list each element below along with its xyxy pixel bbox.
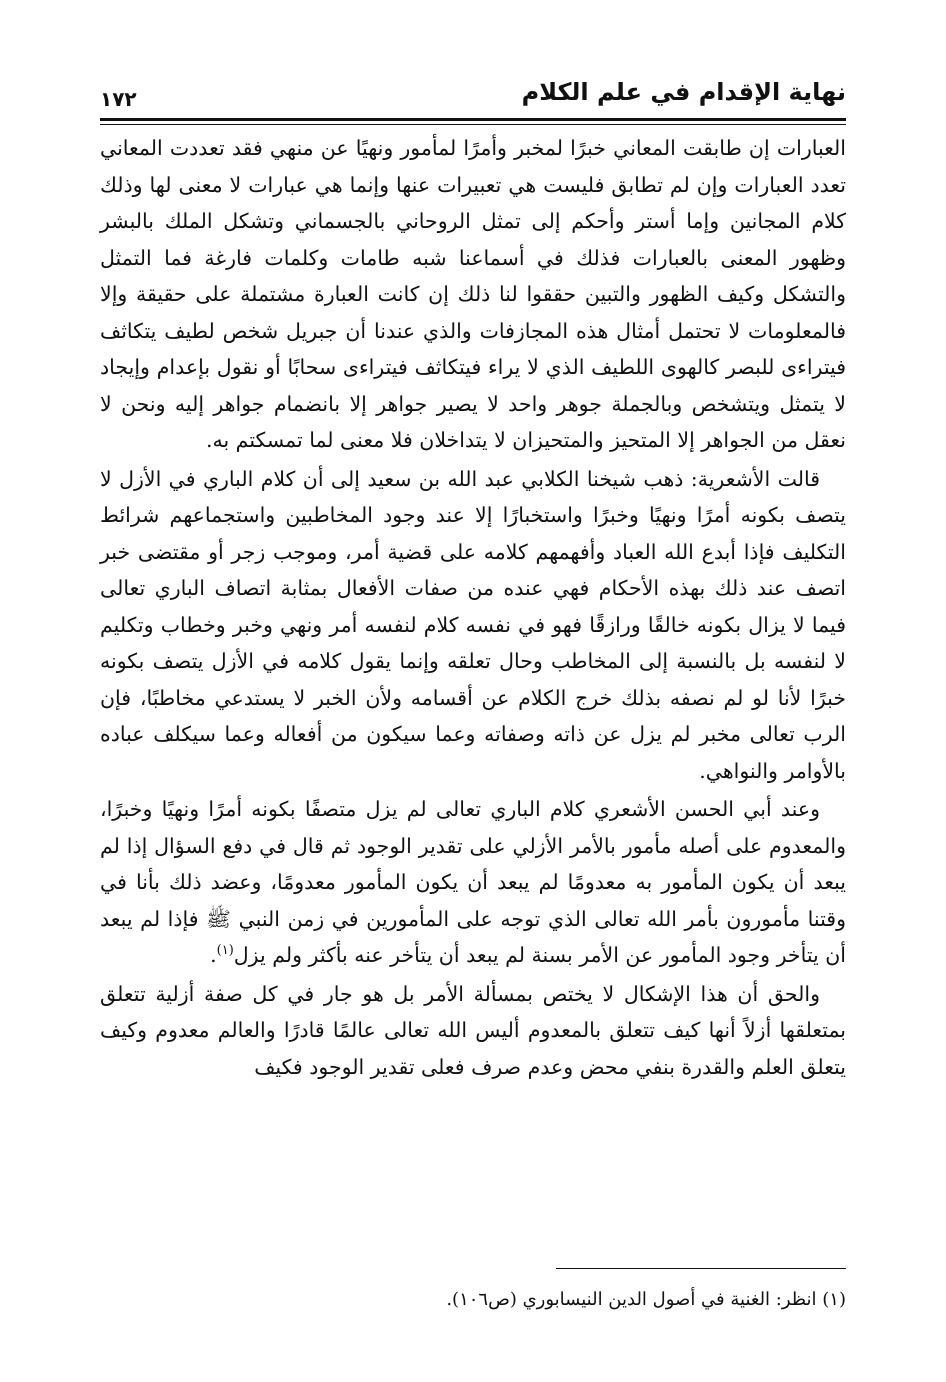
paragraph-3-text: وعند أبي الحسن الأشعري كلام الباري تعالى لم يزل متصفًا بكونه أمرًا ونهيًا وخبرًا، والمعدوم على أصله مأمور بالأمر الأزلي على تقدير الوجود ثم قال في دفع السؤال إذا لم يبعد أن يكون المأمور به معدومًا لم يبعد أن يكون المأمور معدومًا، وعضد ذلك بأنا في وقتنا مأمورون بأمر الله تعالى الذي توجه على المأمورين في زمن النبي ﷺ فإذا لم يبعد أن يتأخر وجود المأمور عن الأمر بسنة لم يبعد أن يتأخر عنه بأكثر ولم يزل [100, 797, 846, 967]
paragraph-3-end: . [210, 943, 217, 967]
running-title: نهاية الإقدام في علم الكلام [521, 78, 846, 106]
main-text [100, 130, 846, 1085]
page-number: ١٧٢ [100, 87, 137, 111]
header-rule [100, 118, 846, 121]
footnote: (١) انظر: الغنية في أصول الدين النيسابوري (ص١٠٦). [446, 1289, 846, 1310]
paragraph-2: قالت الأشعرية: ذهب شيخنا الكلابي عبد الله بن سعيد إلى أن كلام الباري في الأزل لا يتصف بكونه أمرًا ونهيًا وخبرًا واستخبارًا إلا عند وجود المخاطبين واستجماعهم شرائط التكليف فإذا أبدع الله العباد وأفهمهم كلامه على قضية أمر، وموجب زجر أو مقتضى خبر اتصف عند ذلك بهذه الأحكام فهي عنده من صفات الأفعال بمثابة اتصاف الباري تعالى فيما لا يزال بكونه خالقًا ورازقًا فهو في نفسه كلام لنفسه أمر ونهي وخبر وخطاب وتكليم لا لنفسه بل بالنسبة إلى المخاطب وحال تعلقه وإنما يقول كلامه في الأزل يتصف بكونه خبرًا لأنا لو لم نصفه بذلك خرج الكلام عن أقسامه ولأن الخبر لا يستدعي مخاطبًا، فإن الرب تعالى مخبر لم يزل عن ذاته وصفاته وعما سيكون من أفعاله وعما سيكلف عباده بالأوامر والنواهي. [100, 466, 846, 783]
footnote-reference: (١) [216, 943, 234, 959]
header-rule-thin [100, 124, 846, 125]
paragraph-1: العبارات إن طابقت المعاني خبرًا لمخبر وأمرًا لمأمور ونهيًا عن منهي فقد تعددت المعاني تعدد العبارات وإن لم تطابق فليست هي تعبيرات عنها وإنما هي عبارات لا معنى لها وذلك كلام المجانين وإما أستر وأحكم إلى تمثل الروحاني بالجسماني وتشكل الملك بالبشر وظهور المعنى بالعبارات فذلك في أسماعنا شبه طامات وكلمات فارغة فما التمثل والتشكل وكيف الظهور والتبين حققوا لنا ذلك إن كانت العبارة مشتملة على حقيقة وإلا فالمعلومات لا تحتمل أمثال هذه المجازفات والذي عندنا أن جبريل شخص لطيف يتكاثف فيتراءى للبصر كالهوى اللطيف الذي لا يراء فيتكاثف فيتراءى سحابًا أو نقول بإعدام وإيجاد لا يتمثل ويتشخص وبالجملة جوهر واحد لا يصير جواهر إلا بانضمام جواهر إليه ونحن لا نعقل من الجواهر إلا المتحيز والمتحيزان لا يتداخلان فلا معنى لما تمسكتم به. [100, 136, 846, 452]
paragraph-3 [100, 791, 846, 974]
page-header [100, 76, 846, 116]
footnote-separator [556, 1268, 846, 1269]
paragraph-4: والحق أن هذا الإشكال لا يختص بمسألة الأمر بل هو جار في كل صفة أزلية تتعلق بمتعلقها أزلاً أنها كيف تتعلق بالمعدوم أليس الله تعالى عالمًا قادرًا والعالم معدوم وكيف يتعلق العلم والقدرة بنفي محض وعدم صرف فعلى تقدير الوجود فكيف [100, 981, 846, 1079]
